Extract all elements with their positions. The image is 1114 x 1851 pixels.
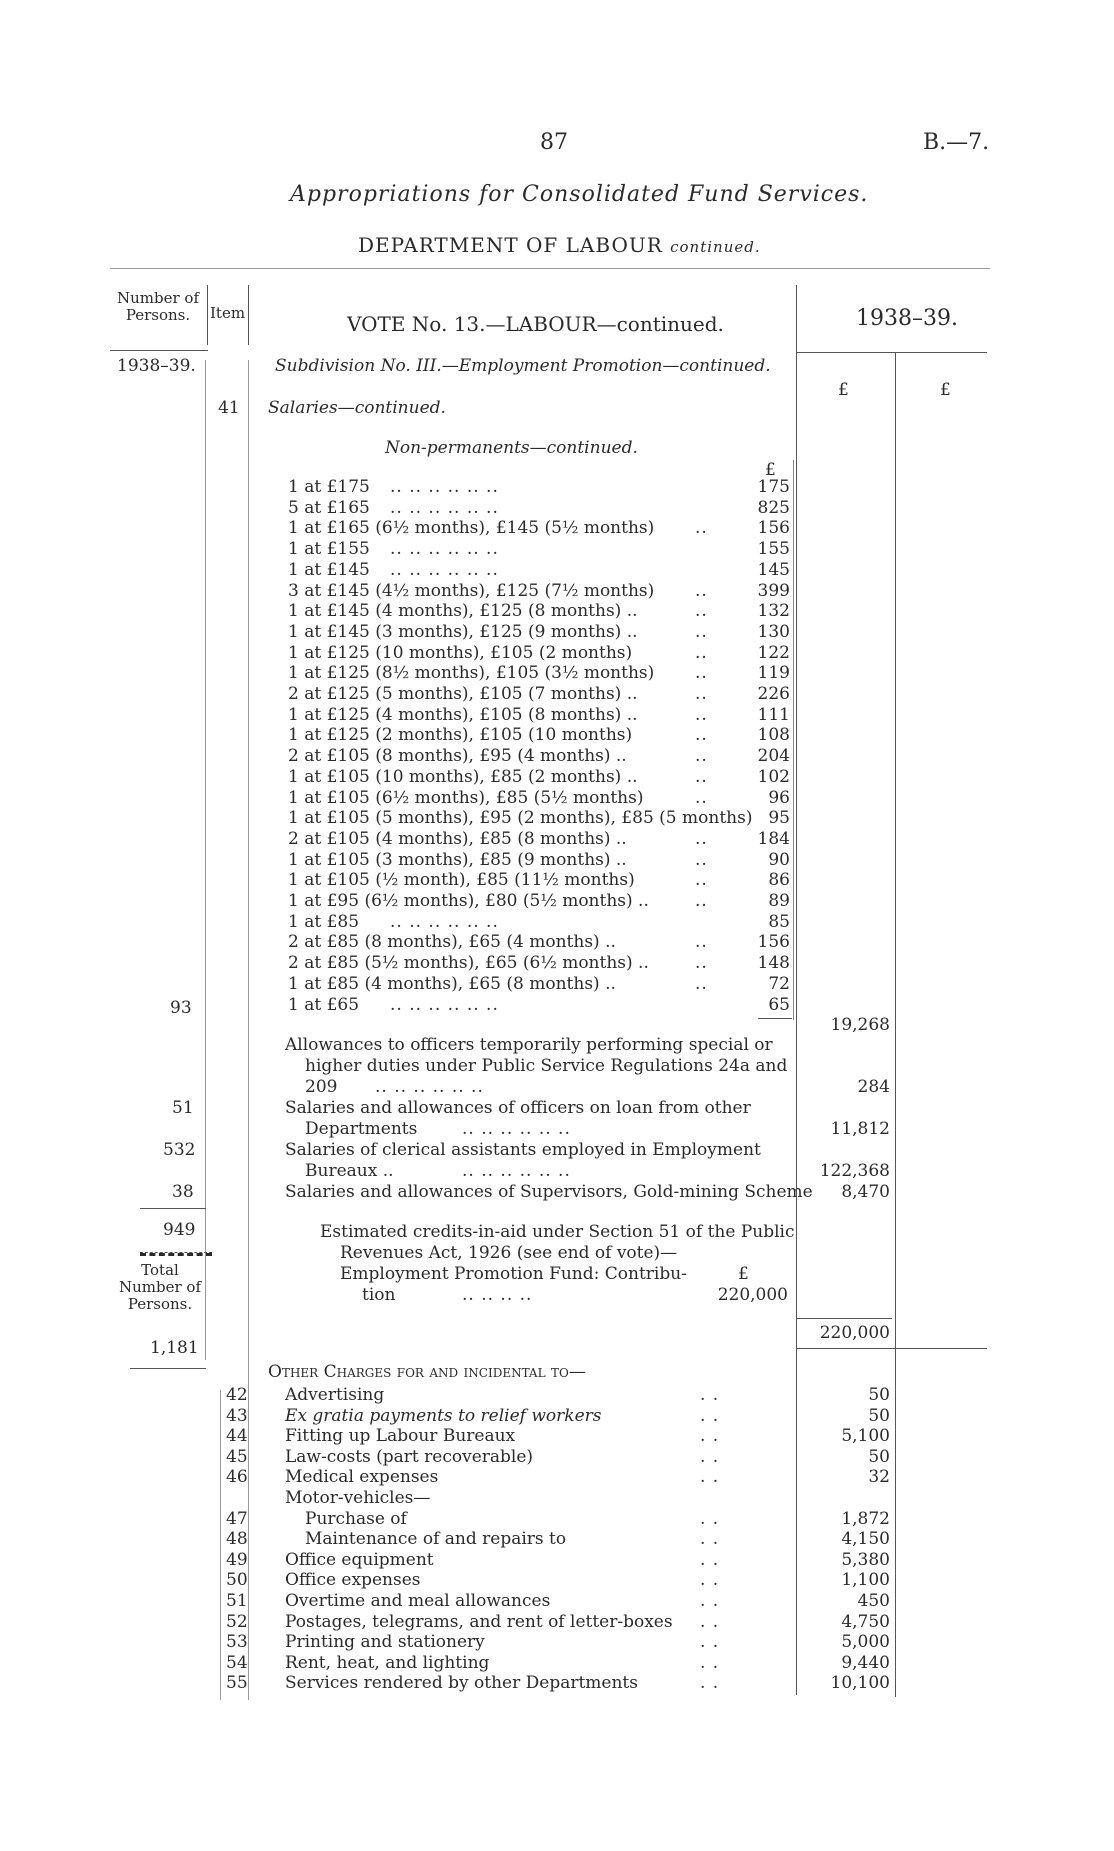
charge-amount: 50 xyxy=(868,1447,890,1467)
non-permanent-row-dots: .. xyxy=(695,643,708,663)
clerical-amount: 122,368 xyxy=(819,1161,890,1181)
charge-label: Medical expenses xyxy=(285,1467,439,1487)
credits-currency: £ xyxy=(738,1264,749,1284)
non-permanent-row-text: 1 at £105 (3 months), £85 (9 months) .. xyxy=(288,850,627,870)
credits-persons: 949 xyxy=(163,1220,196,1240)
charge-label: Advertising xyxy=(285,1385,385,1405)
non-permanent-row-amount: 90 xyxy=(768,850,790,870)
vote-title: VOTE No. 13.—LABOUR—continued. xyxy=(347,312,724,336)
charge-amount: 50 xyxy=(868,1406,890,1426)
charge-item-number: 50 xyxy=(226,1570,248,1590)
non-permanent-row-text: 1 at £125 (8½ months), £105 (3½ months) xyxy=(288,663,655,683)
non-permanent-row-text: 1 at £65 xyxy=(288,995,360,1015)
clerical-line2: Bureaux .. xyxy=(305,1161,394,1181)
non-permanent-row-amount: 96 xyxy=(768,788,790,808)
non-permanent-row-amount: 65 xyxy=(768,995,790,1015)
item-vote-divider xyxy=(248,360,249,1700)
credits-line2: Revenues Act, 1926 (see end of vote)— xyxy=(340,1243,678,1263)
non-permanent-row-text: 1 at £125 (4 months), £105 (8 months) .. xyxy=(288,705,638,725)
credits-amount: 220,000 xyxy=(819,1323,890,1343)
document-reference: B.—7. xyxy=(923,130,990,155)
non-permanent-row-dots: .. .. .. .. .. .. xyxy=(390,498,499,518)
charge-amount: 450 xyxy=(857,1591,890,1611)
year-header-rule xyxy=(797,352,987,353)
salaries-heading: Salaries—continued. xyxy=(268,398,446,418)
main-amount-divider xyxy=(796,285,797,1695)
charge-label: Office expenses xyxy=(285,1570,421,1590)
charge-amount: 5,100 xyxy=(841,1426,890,1446)
department-heading xyxy=(358,233,761,257)
charge-item-number: 42 xyxy=(226,1385,248,1405)
charge-dots: . . xyxy=(700,1385,720,1405)
non-permanent-row-dots: .. xyxy=(695,581,708,601)
non-permanent-row-amount: 119 xyxy=(757,663,790,683)
non-permanent-row-text: 1 at £165 (6½ months), £145 (5½ months) xyxy=(288,518,655,538)
non-permanent-row-dots: .. .. .. .. .. .. xyxy=(390,995,499,1015)
non-permanent-row-text: 1 at £125 (2 months), £105 (10 months) xyxy=(288,725,633,745)
non-permanents-amount-rule xyxy=(793,460,794,1020)
on-loan-persons: 51 xyxy=(172,1098,194,1118)
non-permanent-row-amount: 156 xyxy=(757,518,790,538)
charge-label: Postages, telegrams, and rent of letter-boxes xyxy=(285,1612,673,1632)
charge-item-number: 55 xyxy=(226,1673,248,1693)
charge-label: Motor-vehicles— xyxy=(285,1488,431,1508)
charge-amount: 10,100 xyxy=(830,1673,890,1693)
non-permanent-row-text: 1 at £85 (4 months), £65 (8 months) .. xyxy=(288,974,616,994)
clerical-dots: .. .. .. .. .. .. xyxy=(462,1161,571,1181)
charge-amount: 1,100 xyxy=(841,1570,890,1590)
amount-columns-divider xyxy=(895,352,896,1697)
charge-dots: . . xyxy=(700,1570,720,1590)
charge-item-number: 52 xyxy=(226,1612,248,1632)
non-permanent-row-text: 2 at £105 (8 months), £95 (4 months) .. xyxy=(288,746,627,766)
non-permanent-row-amount: 155 xyxy=(757,539,790,559)
charge-dots: . . xyxy=(700,1612,720,1632)
clerical-persons: 532 xyxy=(163,1140,196,1160)
non-permanents-total: 19,268 xyxy=(830,1015,890,1035)
allowances-temp-line1: Allowances to officers temporarily performing special or xyxy=(285,1035,773,1055)
credits-dots: .. .. .. .. xyxy=(462,1285,533,1305)
other-charges-heading: Other Charges for and incidental to— xyxy=(268,1362,586,1382)
charge-label: Office equipment xyxy=(285,1550,434,1570)
non-permanent-row-text: 1 at £105 (5 months), £95 (2 months), £85 (5 months) xyxy=(288,808,753,828)
non-permanent-row-text: 1 at £145 xyxy=(288,560,370,580)
charges-item-left-rule xyxy=(220,1390,221,1700)
non-permanent-row-text: 2 at £125 (5 months), £105 (7 months) .. xyxy=(288,684,638,704)
non-permanent-row-dots: .. .. .. .. .. .. xyxy=(390,912,499,932)
on-loan-line2: Departments xyxy=(305,1119,418,1139)
total-persons-bottom-rule xyxy=(130,1368,206,1369)
credits-inner-amount: 220,000 xyxy=(717,1285,788,1305)
non-permanent-row-dots: .. xyxy=(695,932,708,952)
charge-dots: . . xyxy=(700,1426,720,1446)
non-permanent-row-amount: 156 xyxy=(757,932,790,952)
non-permanent-row-dots: .. xyxy=(695,788,708,808)
non-permanent-row-text: 1 at £145 (4 months), £125 (8 months) .. xyxy=(288,601,638,621)
table-top-rule xyxy=(110,268,990,269)
non-permanent-row-amount: 132 xyxy=(757,601,790,621)
total-persons-rule xyxy=(140,1252,212,1256)
credits-line4: tion xyxy=(362,1285,396,1305)
charge-label: Services rendered by other Departments xyxy=(285,1673,638,1693)
charge-label: Rent, heat, and lighting xyxy=(285,1653,490,1673)
charge-dots: . . xyxy=(700,1591,720,1611)
charge-label: Fitting up Labour Bureaux xyxy=(285,1426,516,1446)
page-number: 87 xyxy=(540,130,568,155)
non-permanent-row-dots: .. .. .. .. .. .. xyxy=(390,560,499,580)
charge-item-number: 43 xyxy=(226,1406,248,1426)
charge-label: Ex gratia payments to relief workers xyxy=(285,1406,602,1426)
on-loan-amount: 11,812 xyxy=(830,1119,890,1139)
charge-amount: 1,872 xyxy=(841,1509,890,1529)
non-permanent-row-dots: .. xyxy=(695,622,708,642)
currency-header-1: £ xyxy=(838,380,849,400)
currency-header-2: £ xyxy=(940,380,951,400)
persons-item-divider-top xyxy=(207,285,208,345)
non-permanent-row-dots: .. xyxy=(695,891,708,911)
non-permanent-row-dots: .. xyxy=(695,705,708,725)
total-persons-label: Total Number of Persons. xyxy=(118,1261,201,1313)
non-permanent-row-amount: 89 xyxy=(768,891,790,911)
credits-rule-top xyxy=(797,1318,892,1319)
charge-dots: . . xyxy=(700,1406,720,1426)
non-permanent-row-dots: .. xyxy=(695,953,708,973)
charge-dots: . . xyxy=(700,1509,720,1529)
non-permanent-row-amount: 95 xyxy=(768,808,790,828)
charge-amount: 4,750 xyxy=(841,1612,890,1632)
charge-item-number: 45 xyxy=(226,1447,248,1467)
non-permanent-row-dots: .. xyxy=(695,684,708,704)
item-header: Item xyxy=(210,304,246,322)
non-permanent-row-amount: 145 xyxy=(757,560,790,580)
allowances-temp-dots: .. .. .. .. .. .. xyxy=(375,1077,484,1097)
non-permanent-row-text: 2 at £85 (5½ months), £65 (6½ months) .. xyxy=(288,953,649,973)
non-permanent-row-dots: .. .. .. .. .. .. xyxy=(390,477,499,497)
non-permanent-row-text: 1 at £105 (½ month), £85 (11½ months) xyxy=(288,870,635,890)
non-permanent-row-amount: 148 xyxy=(757,953,790,973)
non-permanent-row-dots: .. xyxy=(695,518,708,538)
non-permanent-row-text: 1 at £85 xyxy=(288,912,360,932)
non-permanent-row-text: 5 at £165 xyxy=(288,498,370,518)
charge-amount: 4,150 xyxy=(841,1529,890,1549)
year-header: 1938–39. xyxy=(856,306,958,331)
non-permanents-heading: Non-permanents—continued. xyxy=(385,438,638,458)
subdivision-title: Subdivision No. III.—Employment Promotion—continued. xyxy=(275,356,771,376)
charge-dots: . . xyxy=(700,1653,720,1673)
charge-dots: . . xyxy=(700,1673,720,1693)
credits-rule-bottom xyxy=(797,1348,987,1349)
non-permanent-row-amount: 175 xyxy=(757,477,790,497)
year-left-label: 1938–39. xyxy=(117,356,196,376)
supervisors-persons: 38 xyxy=(172,1182,194,1202)
non-permanent-row-amount: 825 xyxy=(757,498,790,518)
non-permanent-row-dots: .. xyxy=(695,767,708,787)
charge-amount: 5,380 xyxy=(841,1550,890,1570)
on-loan-line1: Salaries and allowances of officers on loan from other xyxy=(285,1098,751,1118)
allowances-temp-line2: higher duties under Public Service Regulations 24a and xyxy=(305,1056,788,1076)
non-permanents-persons: 93 xyxy=(170,998,192,1018)
non-permanent-row-dots: .. xyxy=(695,850,708,870)
non-permanent-row-text: 3 at £145 (4½ months), £125 (7½ months) xyxy=(288,581,655,601)
non-permanent-row-text: 1 at £145 (3 months), £125 (9 months) .. xyxy=(288,622,638,642)
persons-item-divider xyxy=(205,360,206,1360)
non-permanent-row-text: 1 at £95 (6½ months), £80 (5½ months) .. xyxy=(288,891,649,911)
charge-item-number: 49 xyxy=(226,1550,248,1570)
allowances-temp-amount: 284 xyxy=(857,1077,890,1097)
non-permanent-row-dots: .. xyxy=(695,725,708,745)
charge-dots: . . xyxy=(700,1529,720,1549)
persons-subtotal-rule xyxy=(140,1208,206,1209)
non-permanent-row-dots: .. .. .. .. .. .. xyxy=(390,539,499,559)
non-permanent-row-dots: .. xyxy=(695,974,708,994)
department-suffix: continued. xyxy=(670,238,761,256)
charge-amount: 9,440 xyxy=(841,1653,890,1673)
non-permanent-row-amount: 130 xyxy=(757,622,790,642)
non-permanents-currency: £ xyxy=(765,460,776,480)
charge-dots: . . xyxy=(700,1550,720,1570)
total-persons-value: 1,181 xyxy=(150,1338,199,1358)
non-permanent-row-amount: 226 xyxy=(757,684,790,704)
charge-label: Law-costs (part recoverable) xyxy=(285,1447,534,1467)
non-permanent-row-text: 1 at £105 (10 months), £85 (2 months) .. xyxy=(288,767,638,787)
charge-item-number: 44 xyxy=(226,1426,248,1446)
non-permanent-row-text: 1 at £125 (10 months), £105 (2 months) xyxy=(288,643,633,663)
non-permanent-row-dots: .. xyxy=(695,870,708,890)
charge-dots: . . xyxy=(700,1447,720,1467)
non-permanent-row-amount: 108 xyxy=(757,725,790,745)
non-permanents-subtotal-rule xyxy=(758,1018,792,1019)
charge-label: Overtime and meal allowances xyxy=(285,1591,551,1611)
clerical-line1: Salaries of clerical assistants employed in Employment xyxy=(285,1140,761,1160)
supervisors-amount: 8,470 xyxy=(841,1182,890,1202)
non-permanent-row-amount: 122 xyxy=(757,643,790,663)
non-permanent-row-amount: 111 xyxy=(757,705,790,725)
allowances-temp-line3: 209 xyxy=(305,1077,338,1097)
non-permanent-row-amount: 399 xyxy=(757,581,790,601)
charge-item-number: 54 xyxy=(226,1653,248,1673)
non-permanent-row-amount: 85 xyxy=(768,912,790,932)
non-permanent-row-dots: .. xyxy=(695,663,708,683)
page-title: Appropriations for Consolidated Fund Services. xyxy=(290,182,869,207)
persons-header-rule xyxy=(110,350,208,351)
item-vote-divider-top xyxy=(248,285,249,345)
supervisors-text: Salaries and allowances of Supervisors, Gold-mining Scheme xyxy=(285,1182,813,1202)
non-permanent-row-amount: 102 xyxy=(757,767,790,787)
charge-amount: 32 xyxy=(868,1467,890,1487)
charge-dots: . . xyxy=(700,1467,720,1487)
charge-label: Purchase of xyxy=(305,1509,407,1529)
charge-dots: . . xyxy=(700,1632,720,1652)
credits-line1: Estimated credits-in-aid under Section 51 of the Public xyxy=(320,1222,795,1242)
non-permanent-row-amount: 72 xyxy=(768,974,790,994)
non-permanent-row-dots: .. xyxy=(695,601,708,621)
number-of-persons-header: Number of Persons. xyxy=(116,289,199,324)
non-permanent-row-dots: .. xyxy=(695,829,708,849)
on-loan-dots: .. .. .. .. .. .. xyxy=(462,1119,571,1139)
charge-item-number: 47 xyxy=(226,1509,248,1529)
salaries-item-number: 41 xyxy=(218,398,240,418)
non-permanent-row-text: 2 at £85 (8 months), £65 (4 months) .. xyxy=(288,932,616,952)
non-permanent-row-amount: 184 xyxy=(757,829,790,849)
credits-line3: Employment Promotion Fund: Contribu- xyxy=(340,1264,687,1284)
non-permanent-row-amount: 86 xyxy=(768,870,790,890)
non-permanent-row-text: 2 at £105 (4 months), £85 (8 months) .. xyxy=(288,829,627,849)
charge-item-number: 53 xyxy=(226,1632,248,1652)
non-permanent-row-text: 1 at £105 (6½ months), £85 (5½ months) xyxy=(288,788,644,808)
charge-item-number: 48 xyxy=(226,1529,248,1549)
charge-label: Printing and stationery xyxy=(285,1632,485,1652)
charge-item-number: 46 xyxy=(226,1467,248,1487)
charge-item-number: 51 xyxy=(226,1591,248,1611)
non-permanent-row-text: 1 at £175 xyxy=(288,477,370,497)
charge-amount: 5,000 xyxy=(841,1632,890,1652)
charge-amount: 50 xyxy=(868,1385,890,1405)
charge-label: Maintenance of and repairs to xyxy=(305,1529,567,1549)
non-permanent-row-dots: .. xyxy=(695,746,708,766)
non-permanent-row-amount: 204 xyxy=(757,746,790,766)
department-name: DEPARTMENT OF LABOUR xyxy=(358,233,663,257)
non-permanent-row-text: 1 at £155 xyxy=(288,539,370,559)
